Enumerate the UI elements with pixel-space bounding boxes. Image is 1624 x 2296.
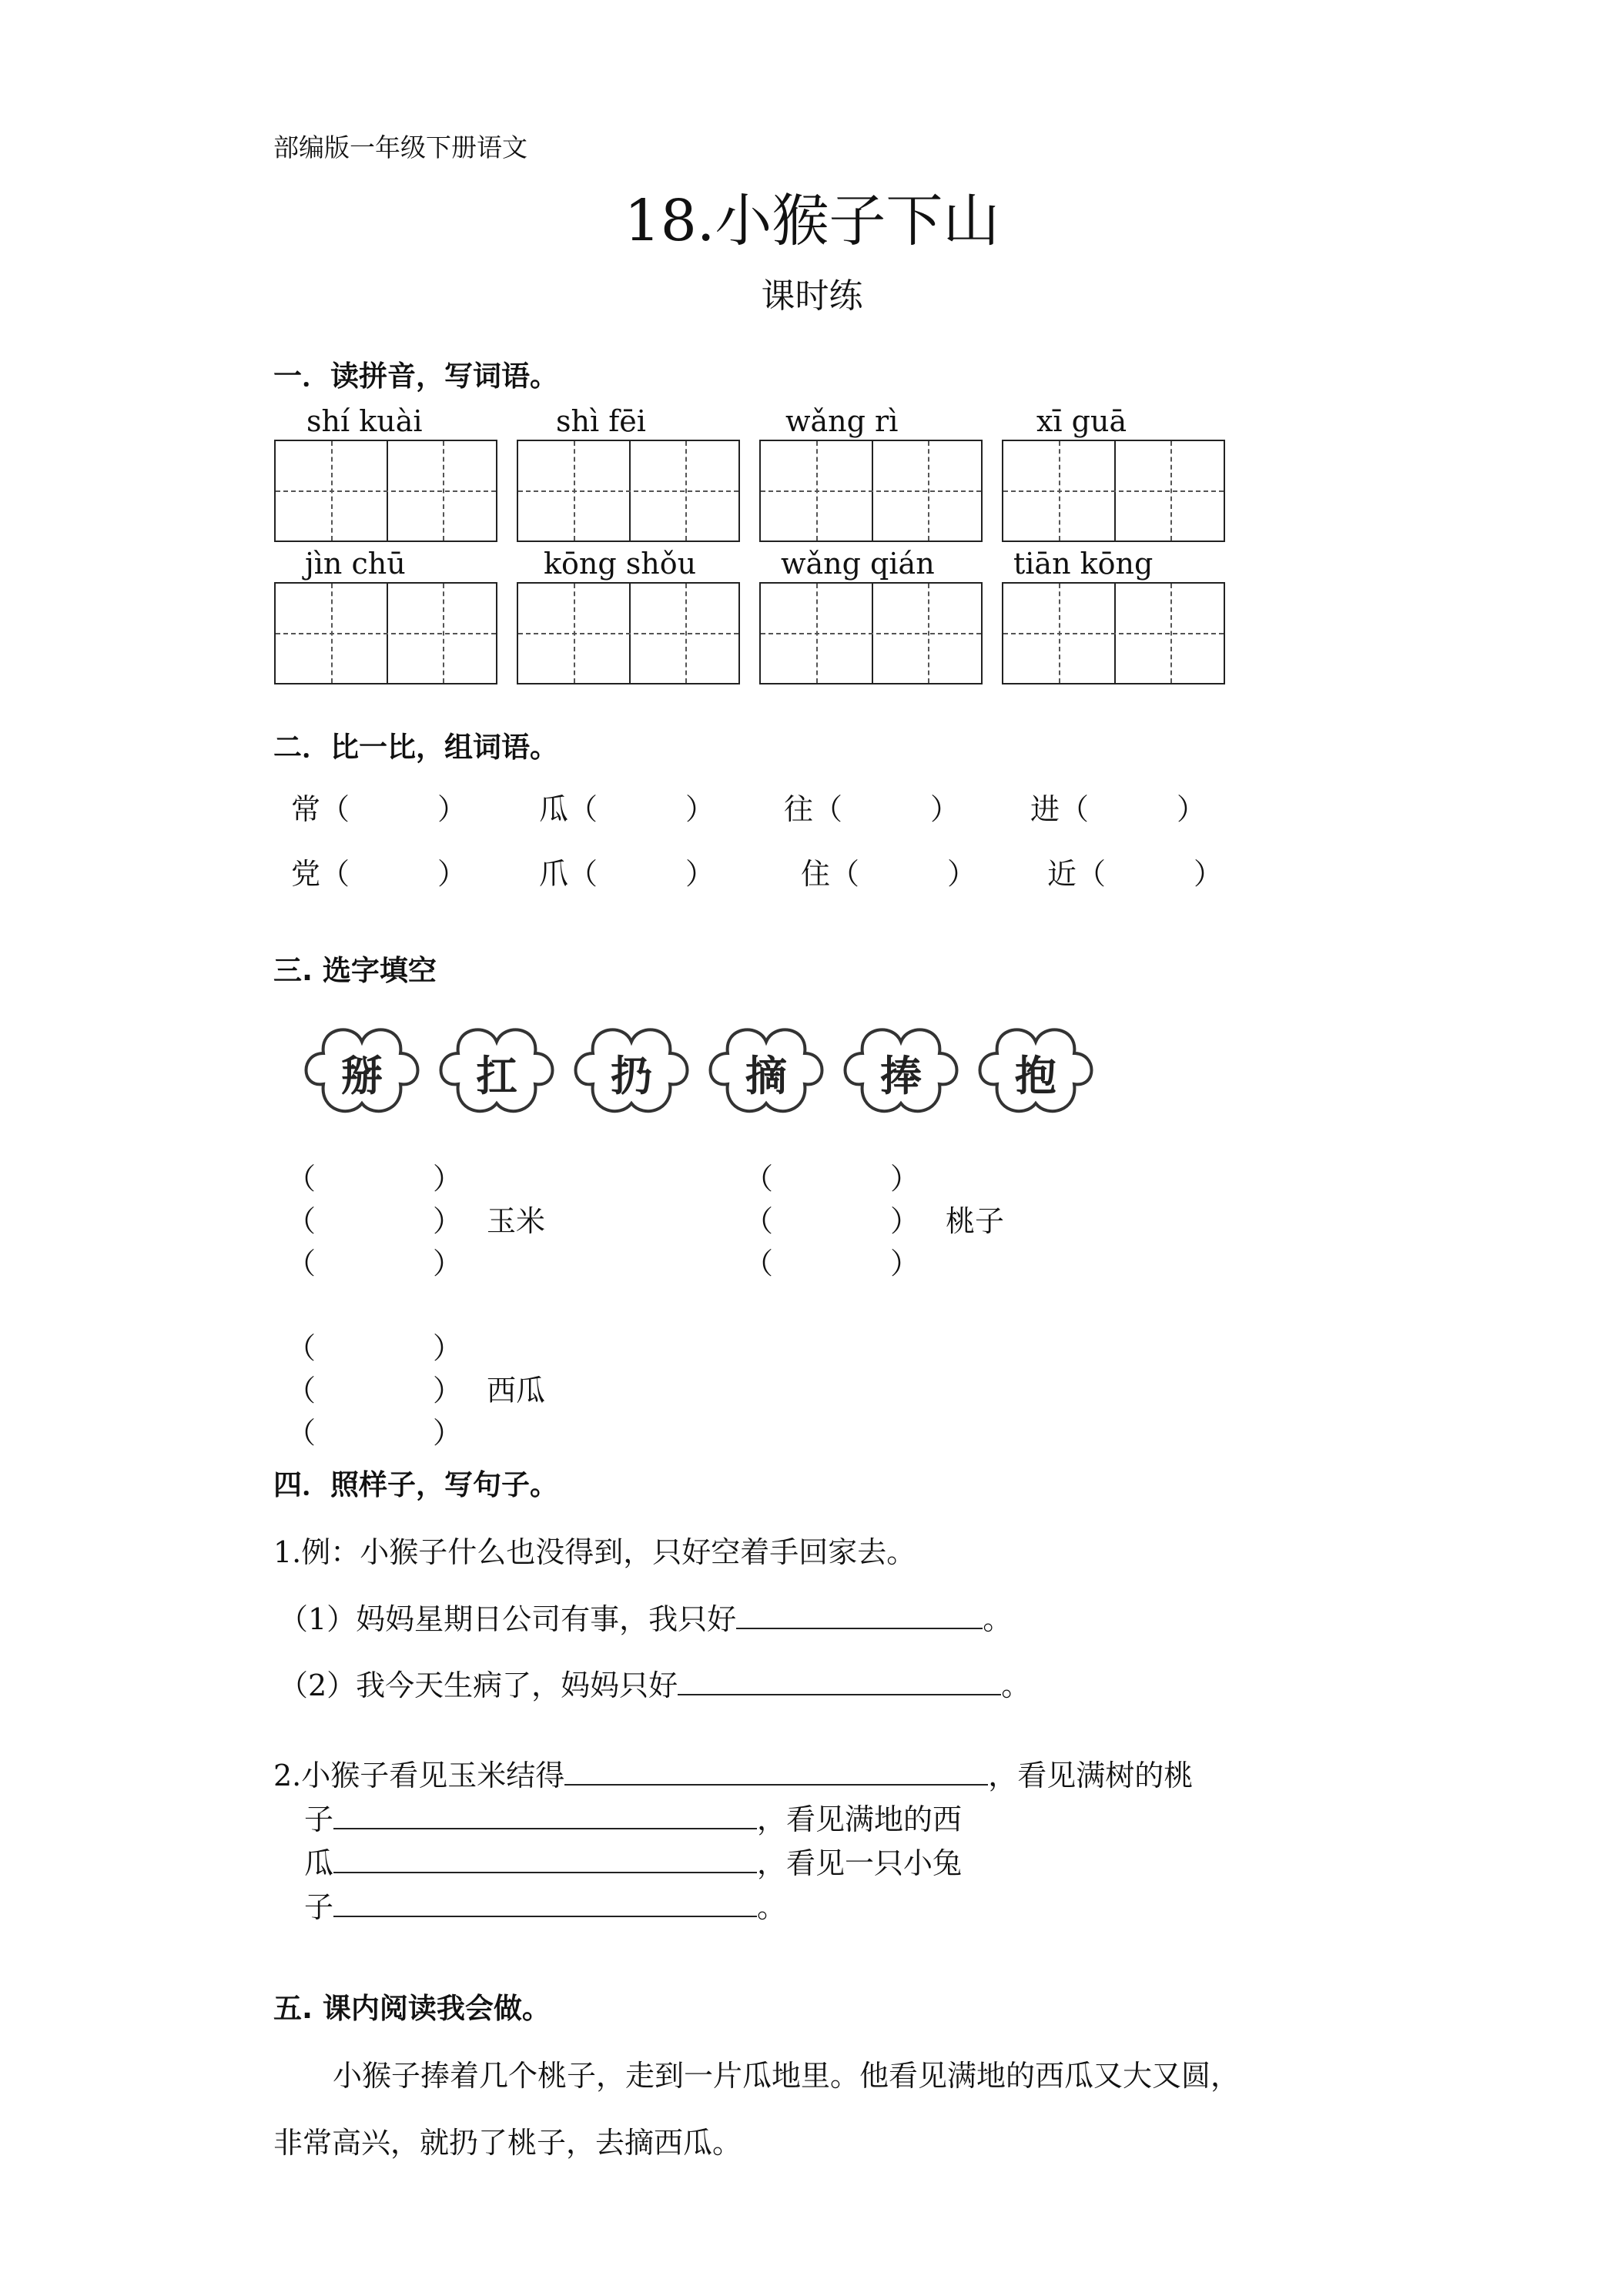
- writing-grid[interactable]: [759, 440, 983, 542]
- section3-heading: 三. 选字填空: [273, 954, 437, 987]
- pinyin-label: tiān kōng: [1013, 547, 1154, 581]
- sentence-q3-line2: [304, 1796, 962, 1838]
- sentence-q3-line3: [304, 1839, 962, 1882]
- fill-blank[interactable]: （ ）: [286, 1416, 463, 1450]
- sentence-q1: [279, 1595, 1012, 1638]
- q2-text: （2）我今天生病了，妈妈只好: [279, 1668, 678, 1702]
- writing-grid[interactable]: [1002, 582, 1225, 684]
- example-sentence: 1.例：小猴子什么也没得到，只好空着手回家去。: [273, 1535, 916, 1569]
- pinyin-label: jìn chū: [305, 547, 406, 581]
- q3-c: ，看见一只小兔: [757, 1846, 963, 1880]
- answer-blank[interactable]: [333, 1846, 757, 1873]
- compare-item[interactable]: 住（ ）: [801, 857, 977, 891]
- item-label: 西瓜: [487, 1374, 546, 1407]
- flower-choice[interactable]: [701, 1015, 832, 1130]
- flower-char: 抱: [1015, 1051, 1056, 1100]
- flower-choice[interactable]: [566, 1015, 697, 1130]
- q3-d: 。: [757, 1890, 787, 1924]
- flower-choice[interactable]: [431, 1015, 562, 1130]
- q3-c-start: 瓜: [304, 1846, 334, 1880]
- book-header: 部编版一年级下册语文: [273, 132, 527, 162]
- compare-item[interactable]: 近（ ）: [1047, 857, 1224, 891]
- compare-item[interactable]: 瓜（ ）: [539, 792, 715, 826]
- pinyin-label: shí kuài: [306, 404, 423, 438]
- lesson-subtitle: 课时练: [761, 276, 863, 316]
- fill-blank[interactable]: （ ）: [744, 1204, 920, 1238]
- flower-choice[interactable]: [835, 1015, 966, 1130]
- section1-heading: 一．读拼音，写词语。: [273, 360, 558, 393]
- fill-blank[interactable]: （ ）: [744, 1162, 920, 1196]
- sentence-q3-line4: [304, 1883, 786, 1926]
- reading-passage-line2: 非常高兴，就扔了桃子，去摘西瓜。: [273, 2126, 742, 2160]
- writing-grid[interactable]: [274, 440, 497, 542]
- sentence-q2: [279, 1662, 1030, 1704]
- writing-grid[interactable]: [1002, 440, 1225, 542]
- fill-blank[interactable]: （ ）: [286, 1374, 463, 1407]
- fill-blank[interactable]: （ ）: [286, 1247, 463, 1280]
- flower-choice[interactable]: [296, 1015, 427, 1130]
- flower-char: 摘: [745, 1051, 787, 1100]
- q1-text: （1）妈妈星期日公司有事，我只好: [279, 1602, 737, 1636]
- flower-char: 扛: [476, 1051, 517, 1100]
- q1-end: 。: [983, 1602, 1013, 1636]
- compare-item[interactable]: 往（ ）: [784, 792, 960, 826]
- writing-grid[interactable]: [517, 582, 740, 684]
- answer-blank[interactable]: [564, 1758, 988, 1786]
- writing-grid[interactable]: [759, 582, 983, 684]
- pinyin-label: shì fēi: [556, 404, 646, 438]
- fill-blank[interactable]: （ ）: [286, 1204, 463, 1238]
- q3-d-start: 子: [304, 1890, 334, 1924]
- flower-char: 扔: [611, 1051, 652, 1100]
- flower-char: 捧: [880, 1051, 922, 1100]
- pinyin-label: xī guā: [1036, 404, 1127, 438]
- section4-heading: 四．照样子，写句子。: [273, 1468, 558, 1501]
- item-label: 桃子: [946, 1204, 1005, 1238]
- writing-grid[interactable]: [517, 440, 740, 542]
- writing-grid[interactable]: [274, 582, 497, 684]
- q3-b-start: 子: [304, 1802, 334, 1836]
- section5-heading: 五. 课内阅读我会做。: [273, 1992, 551, 2025]
- sentence-q3-line1: [273, 1752, 1193, 1794]
- q3-start: 2.小猴子看见玉米结得: [273, 1759, 565, 1792]
- section2-heading: 二．比一比，组词语。: [273, 731, 558, 764]
- q2-end: 。: [1001, 1668, 1031, 1702]
- fill-blank[interactable]: （ ）: [744, 1247, 920, 1280]
- q3-a: ，看见满树的桃: [988, 1759, 1194, 1792]
- lesson-title: 18.小猴子下山: [624, 188, 1000, 254]
- pinyin-label: kōng shǒu: [544, 547, 697, 581]
- reading-passage-line1: 小猴子捧着几个桃子，走到一片瓜地里。他看见满地的西瓜又大又圆，: [333, 2059, 1241, 2093]
- answer-blank[interactable]: [333, 1802, 757, 1829]
- flower-choice[interactable]: [970, 1015, 1101, 1130]
- q3-b: ，看见满地的西: [757, 1802, 963, 1836]
- fill-blank[interactable]: （ ）: [286, 1331, 463, 1365]
- compare-item[interactable]: 常（ ）: [291, 792, 467, 826]
- answer-blank[interactable]: [678, 1668, 1001, 1695]
- compare-item[interactable]: 进（ ）: [1030, 792, 1207, 826]
- answer-blank[interactable]: [333, 1889, 757, 1917]
- answer-blank[interactable]: [736, 1602, 983, 1629]
- compare-item[interactable]: 爪（ ）: [539, 857, 715, 891]
- pinyin-label: wǎng qián: [781, 547, 935, 581]
- compare-item[interactable]: 党（ ）: [291, 857, 467, 891]
- flower-char: 掰: [341, 1051, 383, 1100]
- fill-blank[interactable]: （ ）: [286, 1162, 463, 1196]
- pinyin-label: wǎng rì: [785, 404, 899, 438]
- item-label: 玉米: [487, 1204, 546, 1238]
